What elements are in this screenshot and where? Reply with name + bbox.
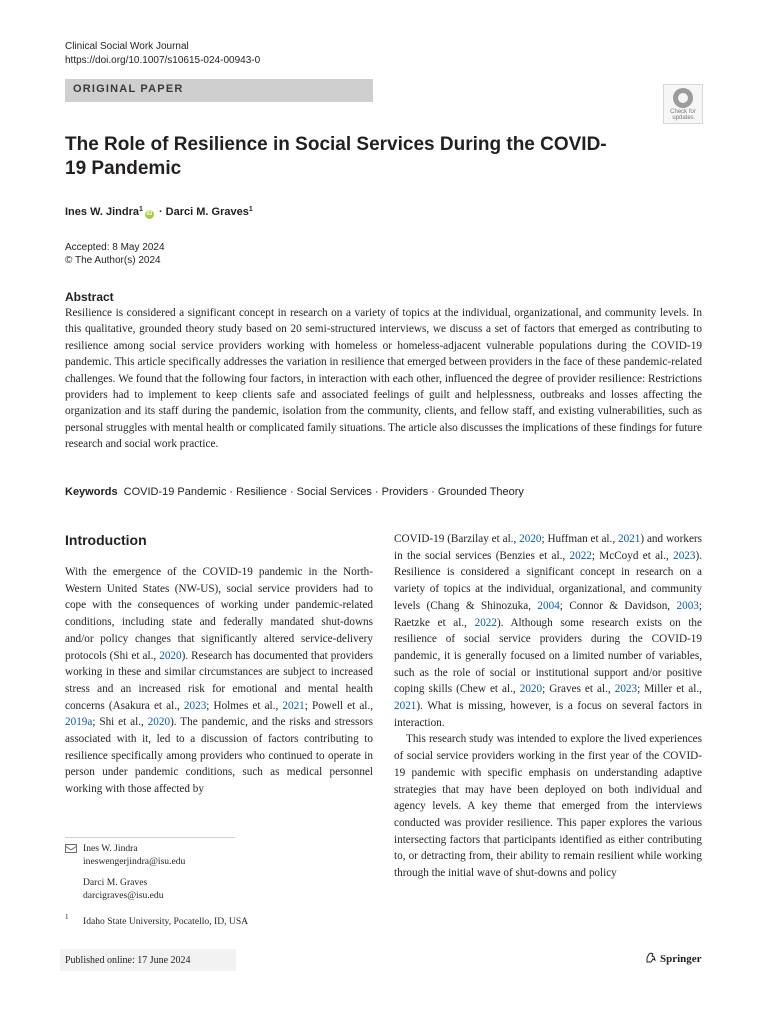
citation-link[interactable]: 2021: [617, 533, 641, 545]
citation-link[interactable]: 2021: [282, 699, 305, 712]
body-column-left: [65, 564, 373, 798]
paragraph-text: ; Connor & Davidson,: [559, 599, 677, 612]
check-for-updates-badge[interactable]: [663, 84, 703, 124]
paragraph-text: ). What is missing, however, is a focus on several factors in interaction.: [394, 700, 702, 729]
citation-link[interactable]: 2020: [519, 533, 542, 545]
paragraph-text: ; Huffman et al.,: [541, 533, 618, 545]
envelope-icon: [65, 844, 77, 853]
author-list: [65, 203, 253, 219]
keyword: COVID-19 Pandemic: [123, 486, 227, 498]
abstract-heading: Abstract: [65, 290, 114, 304]
keyword: Providers: [381, 486, 429, 498]
contact-email[interactable]: ineswengerjindra@isu.edu: [83, 856, 186, 867]
check-for-updates-icon: [673, 88, 693, 108]
paragraph-text: ). The pandemic, and the risks and stressors associated with it, led to a discussion of factors contributing to resilience specifically among providers who continued to operate in person under pandemic conditions, such as medical personnel working with those affected by: [65, 716, 373, 796]
keywords-line: [65, 485, 524, 500]
article-type-banner: [65, 79, 373, 102]
paragraph-text: ; Miller et al.,: [637, 683, 702, 696]
footnote-divider: [65, 837, 235, 838]
affiliation-number: 1: [65, 913, 69, 921]
body-paragraph: [394, 531, 702, 731]
author-separator: ·: [158, 206, 163, 218]
paragraph-text: ; Powell et al.,: [304, 699, 373, 712]
contact-name: Darci M. Graves: [83, 877, 148, 888]
keyword-separator: ·: [286, 486, 297, 498]
body-paragraph: [65, 564, 373, 798]
contact-email[interactable]: darcigraves@isu.edu: [83, 890, 164, 901]
paragraph-text: ; Shi et al.,: [92, 716, 148, 729]
citation-link[interactable]: 2020: [519, 683, 543, 696]
copyright-notice: © The Author(s) 2024: [65, 255, 161, 266]
citation-link[interactable]: 2003: [676, 599, 699, 612]
check-for-updates-label: Check for updates: [670, 109, 696, 121]
paper-title: The Role of Resilience in Social Services During the COVID-19 Pandemic: [65, 134, 607, 179]
citation-link[interactable]: 2020: [159, 649, 182, 662]
publisher-name: Springer: [660, 953, 702, 965]
paragraph-text: ) and workers in the social services (Benzies et al.,: [394, 533, 702, 562]
citation-link[interactable]: 2023: [614, 683, 638, 696]
introduction-heading: Introduction: [65, 532, 147, 548]
keywords-label: Keywords: [65, 486, 118, 498]
keyword-separator: ·: [226, 486, 237, 498]
paragraph-text: ). Resilience is considered a significant concept in research on a variety of topics at the individual, organizational, and community levels (Chang & Shinozuka,: [394, 549, 702, 612]
keywords-list: [124, 486, 524, 498]
keyword-separator: ·: [428, 486, 438, 498]
citation-link[interactable]: 2023: [183, 699, 207, 712]
doi-link[interactable]: https://doi.org/10.1007/s10615-024-00943-0: [65, 55, 261, 66]
orcid-icon[interactable]: iD: [146, 211, 153, 217]
contact-name: Ines W. Jindra: [83, 843, 138, 854]
body-paragraph: This research study was intended to explore the lived experiences of social service providers working in the first year of the COVID-19 pandemic with specific emphasis on understanding adaptive strategies that may have been deployed on both individual and agency levels. A key theme that emerged from the interviews conducted was provider resilience. This paper explores the various intersecting factors that participants identified as either contributing to, or detracting from, their ability to remain resilient while working through the initial wave of shut-downs and policy: [394, 733, 702, 880]
citation-link[interactable]: 2020: [147, 716, 171, 729]
citation-link[interactable]: 2019a: [65, 716, 93, 729]
author-affil: 1: [138, 206, 143, 213]
journal-name: Clinical Social Work Journal: [65, 41, 189, 52]
paragraph-text: ). Research has documented that providers working in these and similar circumstances are subject to increased stress and an increased risk for emotional and mental health concerns (Asakura et al.,: [65, 649, 373, 712]
author-affil: 1: [248, 206, 253, 213]
article-type-label: ORIGINAL PAPER: [73, 83, 184, 95]
accepted-date: Accepted: 8 May 2024: [65, 242, 165, 253]
abstract-text: Resilience is considered a significant concept in research on a variety of topics at the individual, organizational, and community levels. In this qualitative, grounded theory study based on 20 semi-structured interviews, we discuss a set of factors that emerged as contributing to resilience among social service providers working with homeless or homeless-adjacent vulnerable populations during the COVID-19 pandemic. This article specifically addresses the variation in resilience that emerged between providers in the face of these pandemic-related challenges. We found that the following four factors, in interaction with each other, influenced the degree of provider resilience: Restrictions providers had to implement to keep clients safe and associated feelings of guilt and helplessness, outbreaks and losses affecting the organization and its staff during the pandemic, isolation from the community, clients, and fellow staff, and existing vulnerabilities, such as personal struggles with mental health or complicated family situations. The article also discusses the implications of these findings for future research and social work practice.: [65, 307, 702, 451]
paragraph-text: ; Graves et al.,: [542, 683, 615, 696]
body-column-right: [394, 531, 702, 882]
keyword: Social Services: [296, 486, 372, 498]
paragraph-text: ; Raetzke et al.,: [394, 599, 702, 629]
keyword: Grounded Theory: [437, 486, 524, 498]
springer-horse-icon: [646, 952, 656, 963]
published-date: Published online: 17 June 2024: [65, 955, 191, 966]
citation-link[interactable]: 2023: [673, 549, 696, 562]
paragraph-text: ; Holmes et al.,: [206, 699, 283, 712]
affiliation-text: Idaho State University, Pocatello, ID, USA: [83, 916, 249, 927]
publisher-logo: [646, 952, 702, 966]
citation-link[interactable]: 2022: [474, 616, 497, 629]
author-name[interactable]: Ines W. Jindra: [65, 206, 139, 218]
keyword: Resilience: [236, 486, 287, 498]
citation-link[interactable]: 2022: [569, 549, 592, 562]
author-name[interactable]: Darci M. Graves: [165, 206, 249, 218]
paragraph-text: ). Although some research exists on the resilience of social service providers during the COVID-19 pandemic, it is generally focused on a limited number of variables, such as the role of social or institutional support and/or positive coping skills (Chew et al.,: [394, 616, 702, 696]
citation-link[interactable]: 2004: [537, 599, 560, 612]
paragraph-text: With the emergence of the COVID-19 pandemic in the North-Western United States (NW-US), social service providers had to cope with the consequences of working under pandemic-related conditions, including state and federally mandated shut-downs and/or policy changes that significantly altered service-delivery protocols (Shi et al.,: [65, 566, 373, 662]
citation-link[interactable]: 2021: [394, 700, 417, 713]
paragraph-text: COVID-19 (Barzilay et al.,: [394, 533, 520, 545]
keyword-separator: ·: [371, 486, 382, 498]
paragraph-text: ; McCoyd et al.,: [591, 549, 674, 562]
